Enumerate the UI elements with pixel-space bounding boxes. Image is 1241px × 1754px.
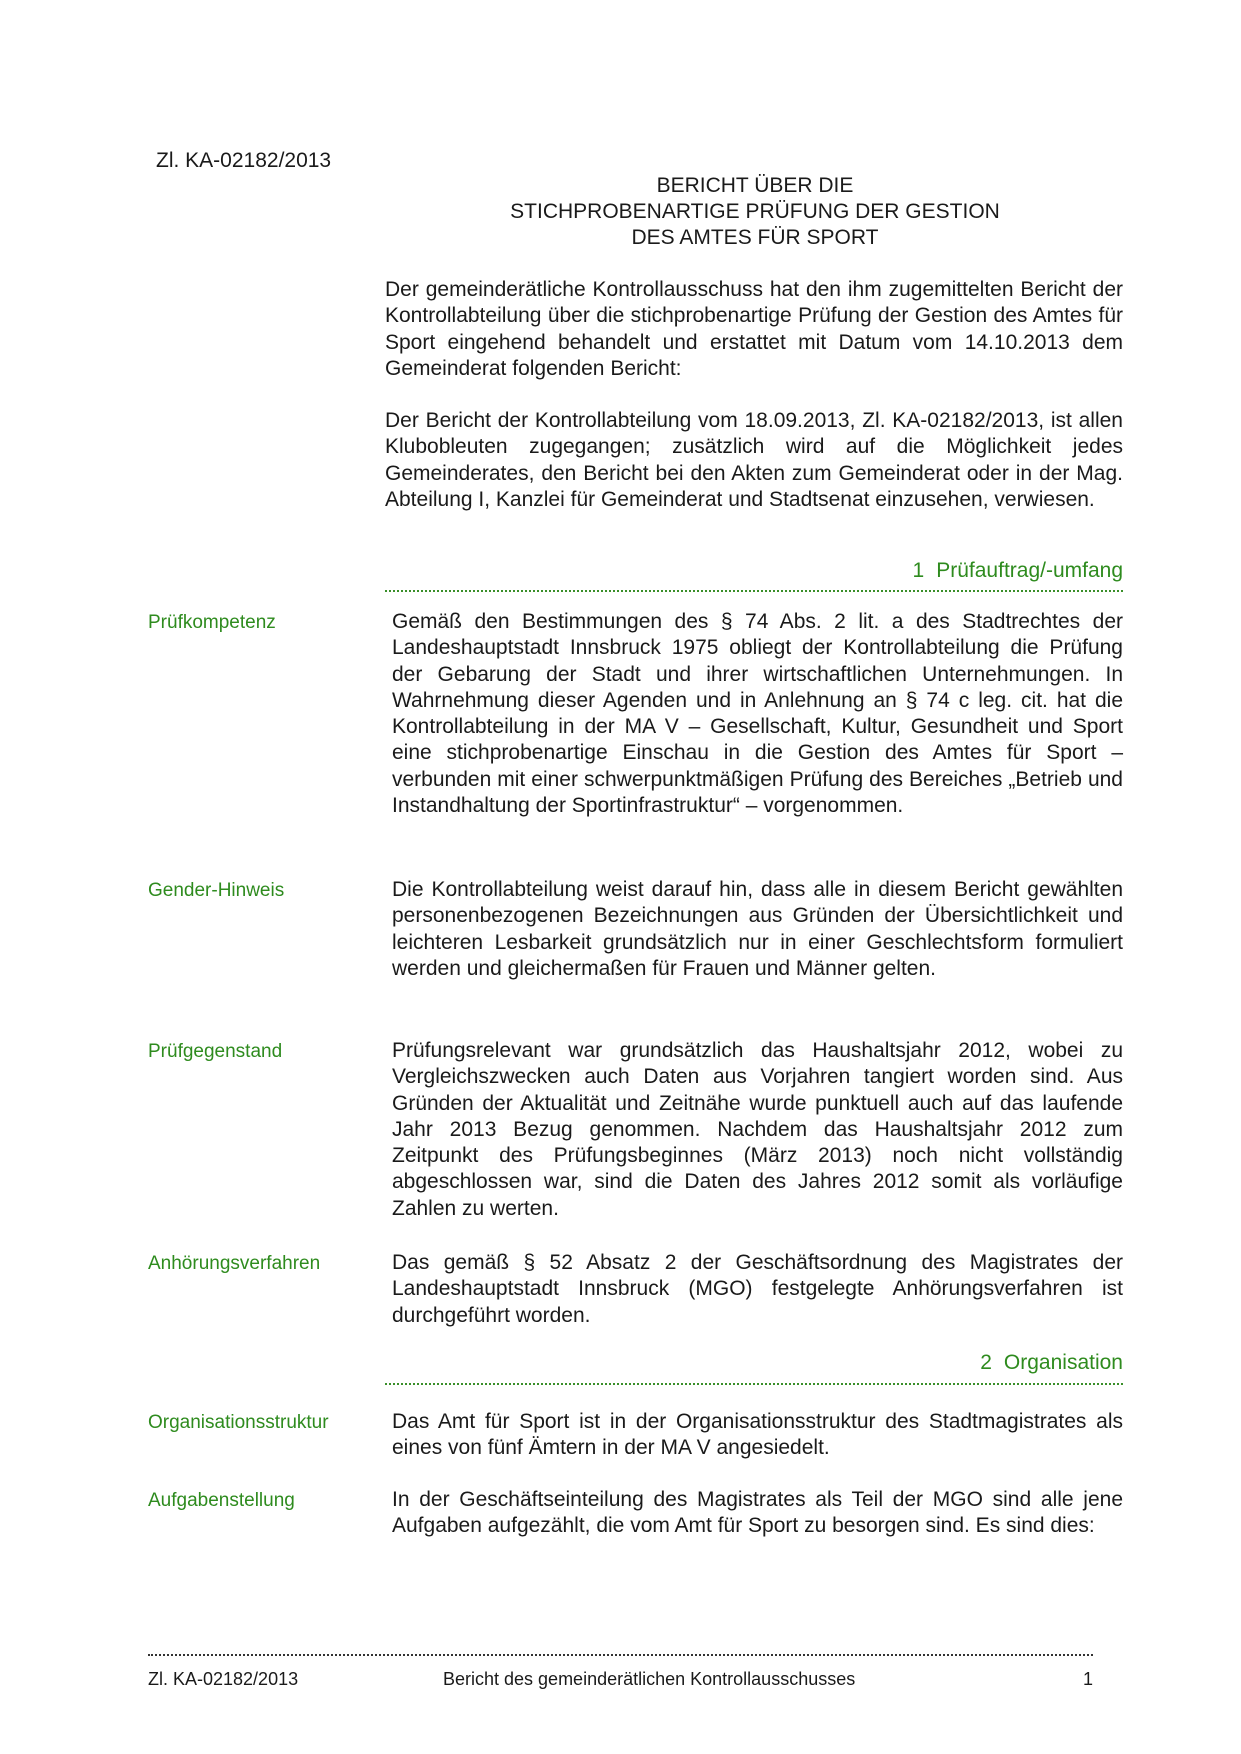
- footer-divider: [148, 1654, 1093, 1656]
- title-line-2: STICHPROBENARTIGE PRÜFUNG DER GESTION: [510, 200, 1000, 223]
- text-organisationsstruktur: Das Amt für Sport ist in der Organisationsstruktur des Stadtmagistrates als eines von fünf Ämtern in der MA V angesiedelt.: [392, 1410, 1123, 1460]
- label-organisationsstruktur: Organisationsstruktur: [148, 1412, 329, 1433]
- text-gender-hinweis: Die Kontrollabteilung weist darauf hin, dass alle in diesem Bericht gewählten personenbezogenen Bezeichnungen aus Gründen der Übersichtlichkeit und leichteren Lesbarkeit grundsätzlich nur in einer Geschlechtsform formuliert werden und gleichermaßen für Frauen und Männer gelten.: [392, 878, 1123, 980]
- section-1-title: Prüfauftrag/-umfang: [936, 559, 1123, 582]
- text-pruefgegenstand: Prüfungsrelevant war grundsätzlich das Haushaltsjahr 2012, wobei zu Vergleichszwecken auch Daten aus Vorjahren tangiert worden sind. Aus Gründen der Aktualität und Zeitnähe wurde punktuell auch auf das laufende Jahr 2013 Bezug genommen. Nachdem das Haushaltsjahr 2012 zum Zeitpunkt des Prüfungsbeginnes (März 2013) noch nicht vollständig abgeschlossen war, sind die Daten des Jahres 2012 somit als vorläufige Zahlen zu werten.: [392, 1039, 1123, 1220]
- section-2-number: 2: [980, 1351, 992, 1374]
- label-gender-hinweis: Gender-Hinweis: [148, 880, 285, 901]
- text-anhoerungsverfahren: Das gemäß § 52 Absatz 2 der Geschäftsordnung des Magistrates der Landeshauptstadt Innsbruck (MGO) festgelegte Anhörungsverfahren ist durchgeführt worden.: [392, 1251, 1123, 1327]
- label-anhoerungsverfahren: Anhörungsverfahren: [148, 1253, 321, 1274]
- text-pruefkompetenz: Gemäß den Bestimmungen des § 74 Abs. 2 lit. a des Stadtrechtes der Landeshauptstadt Innsbruck 1975 obliegt der Kontrollabteilung die Prüfung der Gebarung der Stadt und ihrer wirtschaftlichen Unternehmungen. In Wahrnehmung dieser Agenden und in Anlehnung an § 74 c leg. cit. hat die Kontrollabteilung in der MA V – Gesellschaft, Kultur, Gesundheit und Sport eine stichprobenartige Einschau in die Gestion des Amtes für Sport – verbunden mit einer schwerpunktmäßigen Prüfung des Bereiches „Betrieb und Instandhaltung der Sportinfrastruktur“ – vorgenommen.: [392, 610, 1123, 818]
- footer-reference: Zl. KA-02182/2013: [148, 1669, 299, 1689]
- intro-paragraph-1: Der gemeinderätliche Kontrollausschuss hat den ihm zugemittelten Bericht der Kontrollabteilung über die stichprobenartige Prüfung der Gestion des Amtes für Sport eingehend behandelt und erstattet mit Datum vom 14.10.2013 dem Gemeinderat folgenden Bericht:: [385, 278, 1123, 380]
- label-pruefgegenstand: Prüfgegenstand: [148, 1041, 283, 1062]
- section-1-number: 1: [912, 559, 925, 582]
- report-title: [385, 173, 1125, 251]
- intro-paragraph-2: Der Bericht der Kontrollabteilung vom 18.09.2013, Zl. KA-02182/2013, ist allen Klubobleuten zugegangen; zusätzlich wird auf die Möglichkeit jedes Gemeinderates, den Bericht bei den Akten zum Gemeinderat oder in der Mag. Abteilung I, Kanzlei für Gemeinderat und Stadtsenat einzusehen, verwiesen.: [385, 409, 1123, 511]
- title-line-3: DES AMTES FÜR SPORT: [631, 226, 879, 249]
- page-number: 1: [1082, 1669, 1093, 1689]
- section-2-divider: [385, 1383, 1123, 1385]
- footer-caption: Bericht des gemeinderätlichen Kontrollausschusses: [443, 1669, 856, 1689]
- section-2-heading: [385, 1350, 1123, 1376]
- section-2-title: Organisation: [1003, 1351, 1123, 1374]
- section-1-heading: [385, 558, 1123, 584]
- title-line-1: BERICHT ÜBER DIE: [656, 174, 854, 197]
- label-aufgabenstellung: Aufgabenstellung: [148, 1490, 295, 1511]
- reference-number: Zl. KA-02182/2013: [156, 149, 332, 172]
- label-pruefkompetenz: Prüfkompetenz: [148, 612, 276, 633]
- text-aufgabenstellung: In der Geschäftseinteilung des Magistrates als Teil der MGO sind alle jene Aufgaben aufgezählt, die vom Amt für Sport zu besorgen sind. Es sind dies:: [392, 1488, 1123, 1538]
- section-1-divider: [385, 590, 1123, 592]
